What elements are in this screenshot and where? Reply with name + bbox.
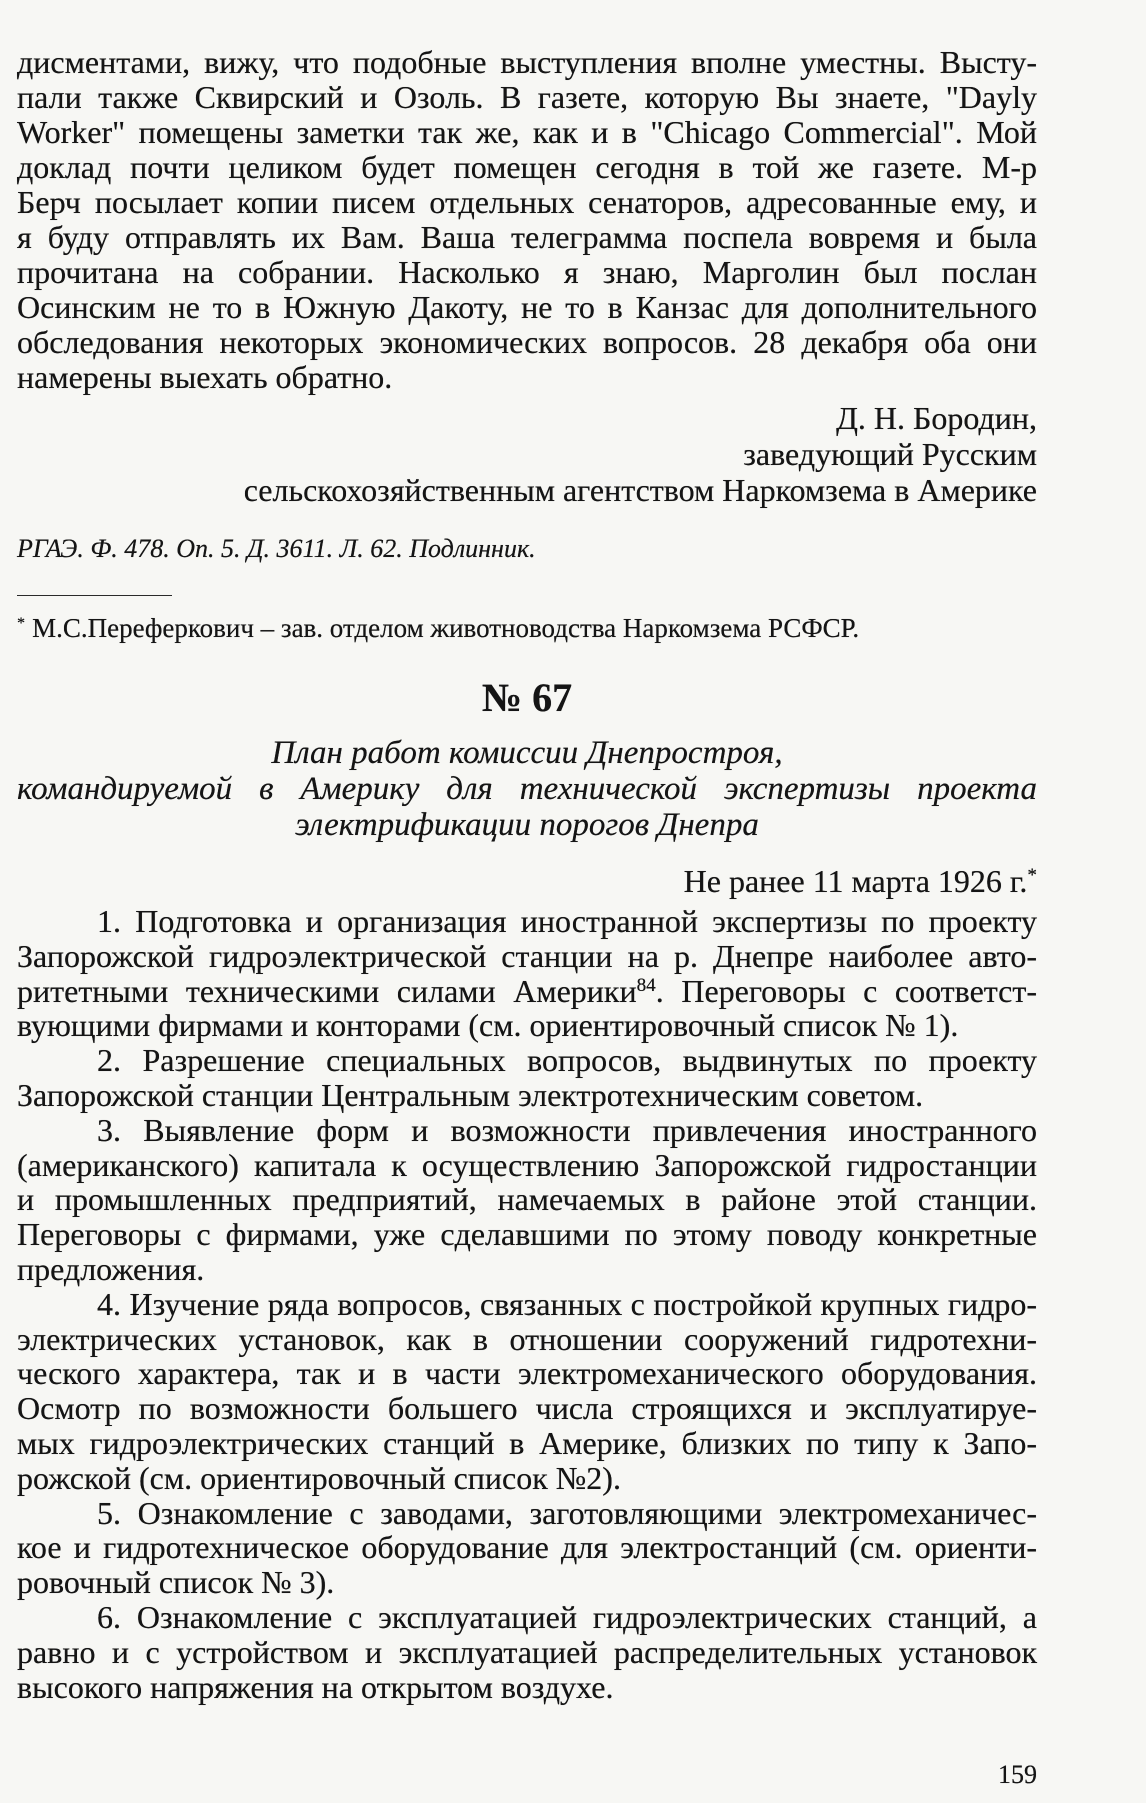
text-line: Берч посылает копии писем отдельных сенаторов, адресованные ему, и [17,184,1037,220]
text-line: прочитана на собрании. Насколько я знаю, Марголин был послан [17,254,1037,290]
footnote-divider [17,595,172,596]
text-line: мых гидроэлектрических станций в Америке, близких по типу к Запо- [17,1424,1037,1461]
footnote [17,613,1037,643]
date-text: Не ранее 11 марта 1926 г. [683,863,1028,899]
date-footnote-marker: * [1027,865,1037,887]
footnote-line [17,613,1037,643]
footnote-text: М.С.Переферкович – зав. отделом животноводства Наркомзема РСФСР. [32,613,860,643]
document-title [17,735,1037,843]
text-line: Worker" помещены заметки так же, как и в "Chicago Commercial". Мой [17,114,1037,150]
date-line [17,864,1037,899]
text-line: 2. Разрешение специальных вопросов, выдвинутых по проекту [97,1042,1037,1079]
signature-title: сельскохозяйственным агентством Наркомзема в Америке [243,472,1037,508]
letter-continuation [17,45,1037,395]
plan-item-1 [17,904,1037,1043]
text-line: я буду отправлять их Вам. Ваша телеграмма поспела вовремя и была [17,219,1037,255]
text-line: (американского) капитала к осуществлению Запорожской гидростанции [17,1146,1037,1183]
text-line: кое и гидротехническое оборудование для электростанций (см. ориенти- [17,1529,1037,1566]
text-line: высокого напряжения на открытом воздухе. [17,1668,614,1705]
text-line: намерены выехать обратно. [17,359,393,395]
text-line: 4. Изучение ряда вопросов, связанных с постройкой крупных гидро- [97,1285,1037,1322]
document-date [17,864,1037,899]
text-line: вующими фирмами и конторами (см. ориентировочный список № 1). [17,1007,959,1044]
signature-title: заведующий Русским [743,436,1037,472]
text-line [17,974,1037,1009]
text-line: электрических установок, как в отношении сооружений гидротехни- [17,1320,1037,1357]
text-line: 6. Ознакомление с эксплуатацией гидроэлектрических станций, а [97,1598,1037,1635]
text-line: дисментами, вижу, что подобные выступления вполне уместны. Высту- [17,44,1037,80]
text-line: ровочный список № 3). [17,1564,335,1601]
document-number-text: № 67 [481,675,573,720]
document-number [17,676,1037,720]
text-line: Запорожской станции Центральным электротехническим советом. [17,1076,924,1113]
text-line: Переговоры с фирмами, уже сделавшими по этому поводу конкретные [17,1216,1037,1253]
page-number [17,1760,1037,1790]
plan-item-5 [17,1496,1037,1600]
text-line: Запорожской гидроэлектрической станции на р. Днепре наиболее авто- [17,937,1037,974]
text-line: Осинским не то в Южную Дакоту, не то в Канзас для дополнительного [17,289,1037,325]
text-line: ческого характера, так и в части электромеханического оборудования. [17,1355,1037,1392]
plan-item-3 [17,1113,1037,1287]
text-segment: . Переговоры с соответст- [655,972,1037,1009]
archive-source-note [17,534,1037,564]
text-line: предложения. [17,1250,205,1287]
title-line: План работ комиссии Днепростроя, [271,735,783,771]
text-line: 3. Выявление форм и возможности привлечения иностранного [97,1111,1037,1148]
text-line: и промышленных предприятий, намечаемых в районе этой станции. [17,1181,1037,1218]
source-note-text: РГАЭ. Ф. 478. Оп. 5. Д. 3611. Л. 62. Подлинник. [17,534,536,563]
signature-block [17,400,1037,508]
text-line: 1. Подготовка и организация иностранной экспертизы по проекту [97,903,1037,939]
title-line: электрификации порогов Днепра [295,807,759,843]
page-number-text: 159 [998,1760,1037,1789]
title-line: командируемой в Америку для технической экспертизы проекта [17,771,1037,807]
footnote-marker: * [17,614,26,633]
text-line: доклад почти целиком будет помещен сегодня в той же газете. М-р [17,149,1037,185]
text-line: Осмотр по возможности большего числа строящихся и эксплуатируе- [17,1390,1037,1427]
endnote-reference: 84 [636,975,656,997]
text-line: рожской (см. ориентировочный список №2). [17,1459,621,1496]
text-line: равно и с устройством и эксплуатацией распределительных установок [17,1633,1037,1670]
text-line: обследования некоторых экономических вопросов. 28 декабря оба они [17,324,1037,360]
signature-name: Д. Н. Бородин, [836,400,1037,436]
text-line: пали также Сквирский и Озоль. В газете, которую Вы знаете, "Dayly [17,79,1037,115]
plan-item-4 [17,1287,1037,1496]
text-line: 5. Ознакомление с заводами, заготовляющими электромеханичес- [97,1494,1037,1531]
plan-item-6 [17,1600,1037,1704]
plan-item-2 [17,1043,1037,1113]
text-segment: ритетными техническими силами Америки [17,972,637,1009]
plan-items [17,904,1037,1704]
